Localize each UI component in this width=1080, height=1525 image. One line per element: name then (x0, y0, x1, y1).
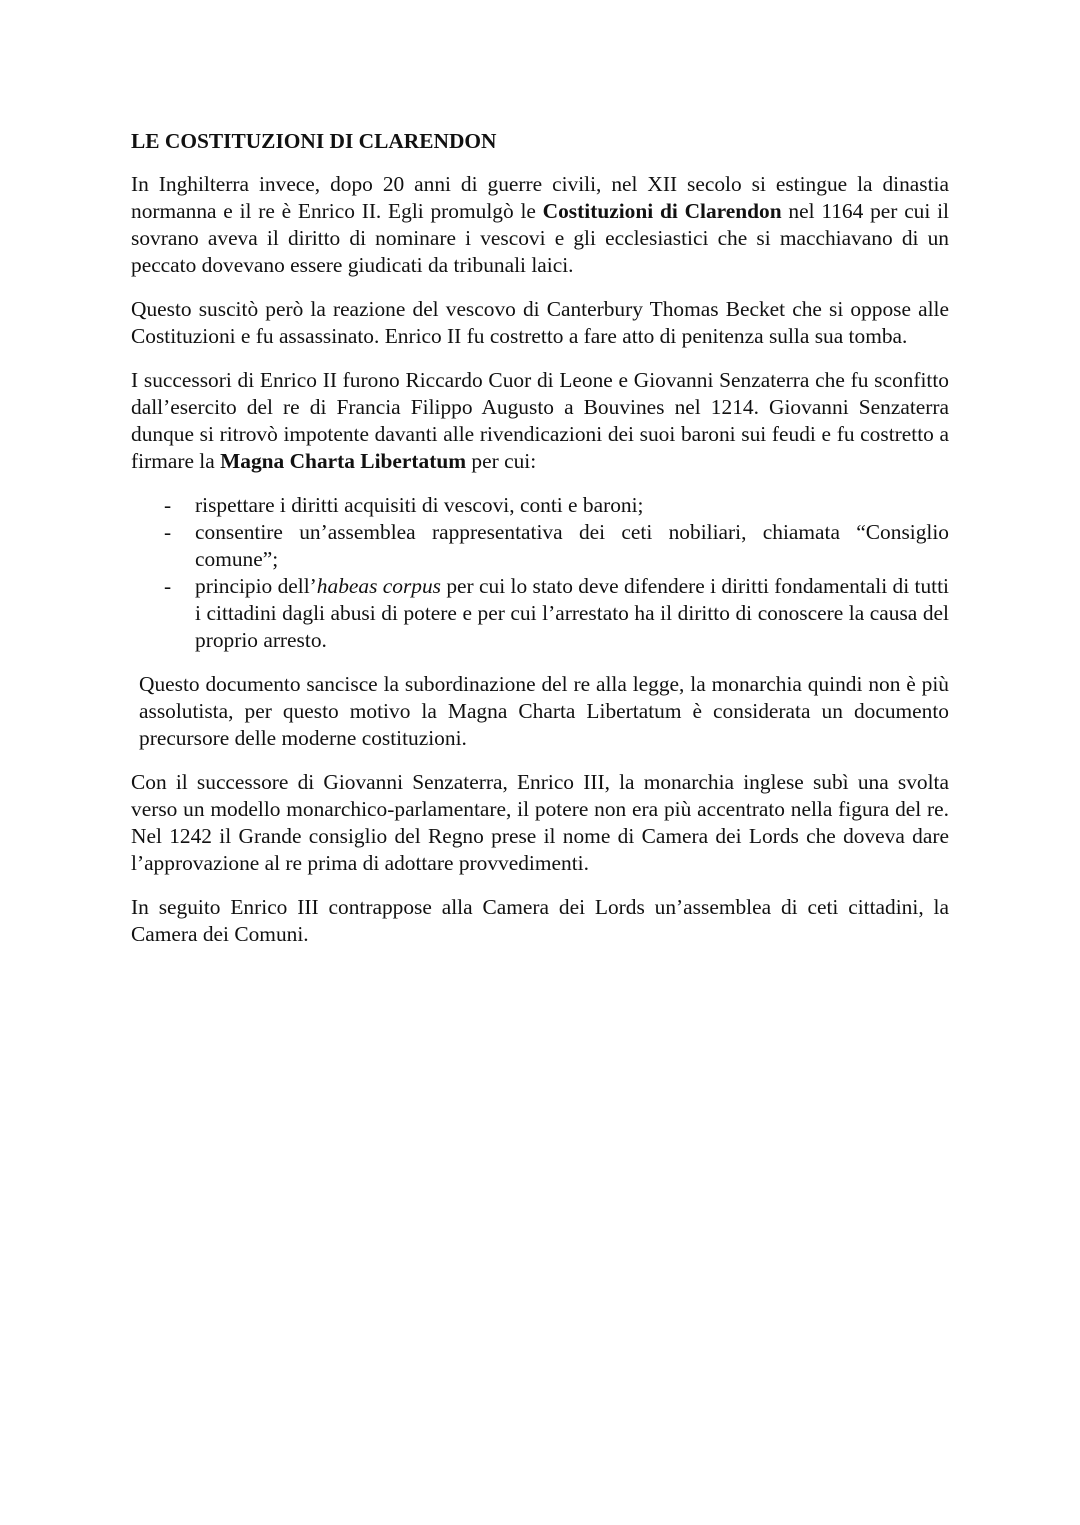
list-dash: - (164, 520, 172, 544)
bold-term: Magna Charta Libertatum (220, 449, 467, 473)
list-item-text: rispettare i diritti acquisiti di vescovi, conti e baroni; (195, 493, 644, 517)
paragraph-camera-comuni: In seguito Enrico III contrappose alla Camera dei Lords un’assemblea di ceti cittadini, la Camera dei Comuni. (131, 895, 949, 946)
document-page (131, 128, 949, 965)
bold-term: Costituzioni di Clarendon (542, 199, 782, 223)
paragraph-enrico-iii: Con il successore di Giovanni Senzaterra, Enrico III, la monarchia inglese subì una svolta verso un modello monarchico-parlamentare, il potere non era più accentrato nella figura del re. Nel 1242 il Grande consiglio del Regno prese il nome di Camera dei Lords che doveva dare l’approvazione al re prima di adottare provvedimenti. (131, 770, 949, 875)
list-item-text: per cui lo stato deve difendere i diritti fondamentali di tutti i cittadini dagli abusi di potere e per cui l’arrestato ha il diritto di conoscere la causa del proprio arresto. (195, 574, 949, 652)
paragraph-text: nel 1164 per cui il sovrano aveva il diritto di nominare i vescovi e gli ecclesiastici che si macchiavano di un peccato dovevano essere giudicati da tribunali laici. (131, 199, 949, 277)
paragraph-text: I successori di Enrico II furono Riccardo Cuor di Leone e Giovanni Senzaterra che fu sconfitto dall’esercito del re di Francia Filippo Augusto a Bouvines nel 1214. Giovanni Senzaterra dunque si ritrovò impotente davanti alle rivendicazioni dei suoi baroni sui feudi e fu costretto a firmare la (131, 368, 949, 473)
list-item (131, 573, 949, 654)
list-dash: - (164, 574, 172, 598)
list-item-text: consentire un’assemblea rappresentativa dei ceti nobiliari, chiamata “Consiglio comune”; (195, 520, 949, 571)
list-item-text: principio dell’ (195, 574, 317, 598)
magna-charta-list (131, 492, 949, 654)
paragraph-becket: Questo suscitò però la reazione del vescovo di Canterbury Thomas Becket che si oppose alle Costituzioni e fu assassinato. Enrico II fu costretto a fare atto di penitenza sulla sua tomba. (131, 297, 949, 348)
paragraph-successori (131, 367, 949, 475)
paragraph-text: per cui: (466, 449, 537, 473)
list-dash: - (164, 493, 172, 517)
paragraph-text: In Inghilterra invece, dopo 20 anni di guerre civili, nel XII secolo si estingue la dinastia normanna e il re è Enrico II. Egli promulgò le (131, 172, 949, 223)
list-item (131, 492, 949, 519)
italic-term: habeas corpus (316, 574, 441, 598)
list-item (131, 519, 949, 573)
document-title: LE COSTITUZIONI DI CLARENDON (131, 129, 497, 153)
paragraph-documento: Questo documento sancisce la subordinazione del re alla legge, la monarchia quindi non è più assolutista, per questo motivo la Magna Charta Libertatum è considerata un documento precursore delle moderne costituzioni. (139, 672, 949, 750)
paragraph-clarendon (131, 171, 949, 279)
